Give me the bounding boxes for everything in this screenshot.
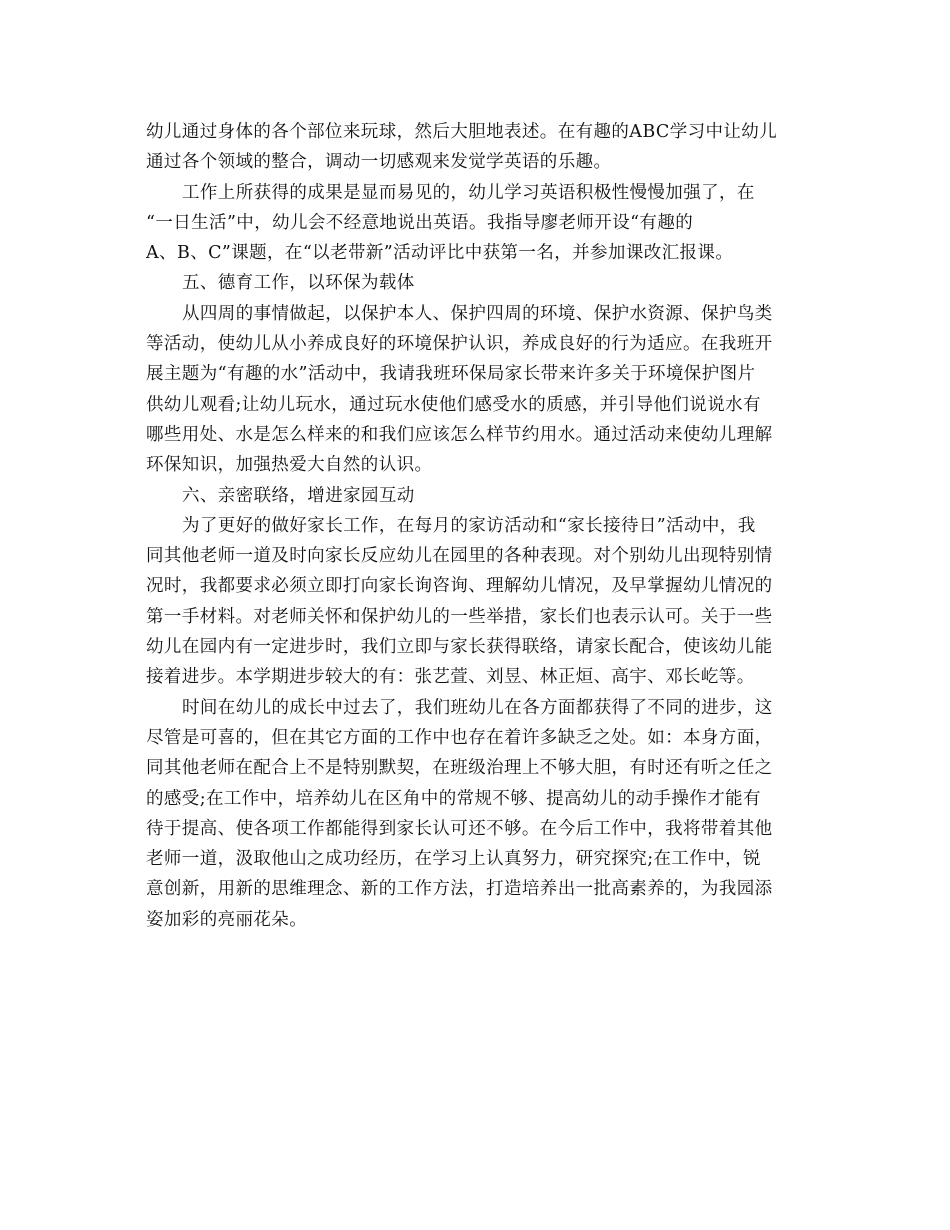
section-heading: 五、德育工作，以环保为载体: [182, 273, 415, 294]
text-line: 为了更好的做好家长工作，在每月的家访活动和“家长接待日”活动中，我: [182, 515, 756, 536]
text-line: 况时，我都要求必须立即打向家长询咨询、理解幼儿情况，及早掌握幼儿情况的: [146, 576, 773, 597]
text-line: 从四周的事情做起，以保护本人、保护四周的环境、保护水资源、保护鸟类: [182, 303, 773, 324]
text-line: 幼儿在园内有一定进步时，我们立即与家长获得联络，请家长配合，使该幼儿能: [146, 637, 773, 658]
text-line: 姿加彩的亮丽花朵。: [146, 909, 308, 930]
text-line: “一日生活”中，幼儿会不经意地说出英语。我指导廖老师开设“有趣的: [146, 212, 694, 233]
text-line: 同其他老师在配合上不是特别默契，在班级治理上不够大胆，有时还有听之任之: [146, 758, 773, 779]
text-line: 的感受;在工作中，培养幼儿在区角中的常规不够、提高幼儿的动手操作才能有: [146, 788, 761, 809]
text-line: 尽管是可喜的，但在其它方面的工作中也存在着许多缺乏之处。如：本身方面，: [146, 727, 773, 748]
text-line: 意创新，用新的思维理念、新的工作方法，打造培养出一批高素养的，为我园添: [146, 879, 773, 900]
text-line: 工作上所获得的成果是显而易见的，幼儿学习英语积极性慢慢加强了，在: [182, 182, 755, 203]
text-line: 老师一道，汲取他山之成功经历，在学习上认真努力，研究探究;在工作中，锐: [146, 849, 761, 870]
text-line: 接着进步。本学期进步较大的有：张艺萱、刘昱、林正烜、高宇、邓长屹等。: [146, 667, 755, 688]
text-line: 环保知识，加强热爱大自然的认识。: [146, 455, 433, 476]
text-line: 时间在幼儿的成长中过去了，我们班幼儿在各方面都获得了不同的进步，这: [182, 697, 773, 718]
text-line: 待于提高、使各项工作都能得到家长认可还不够。在今后工作中，我将带着其他: [146, 818, 773, 839]
text-line: 展主题为“有趣的水”活动中，我请我班环保局家长带来许多关于环境保护图片: [146, 364, 756, 385]
section-heading: 六、亲密联络，增进家园互动: [182, 485, 415, 506]
text-line: 幼儿通过身体的各个部位来玩球，然后大胆地表述。在有趣的ABC学习中让幼儿: [146, 122, 778, 142]
text-line: 哪些用处、水是怎么样来的和我们应该怎么样节约用水。通过活动来使幼儿理解: [146, 424, 773, 445]
text-line: 同其他老师一道及时向家长反应幼儿在园里的各种表现。对个别幼儿出现特别情: [146, 546, 773, 567]
document-body: [146, 117, 802, 935]
text-line: 通过各个领域的整合，调动一切感观来发觉学英语的乐趣。: [146, 152, 612, 173]
text-line: 供幼儿观看;让幼儿玩水，通过玩水使他们感受水的质感，并引导他们说说水有: [146, 394, 761, 415]
text-line: A、B、C”课题，在“以老带新”活动评比中获第一名，并参加课改汇报课。: [146, 243, 734, 264]
text-line: 第一手材料。对老师关怀和保护幼儿的一些举措，家长们也表示认可。关于一些: [146, 606, 773, 627]
text-line: 等活动，使幼儿从小养成良好的环境保护认识，养成良好的行为适应。在我班开: [146, 334, 773, 355]
